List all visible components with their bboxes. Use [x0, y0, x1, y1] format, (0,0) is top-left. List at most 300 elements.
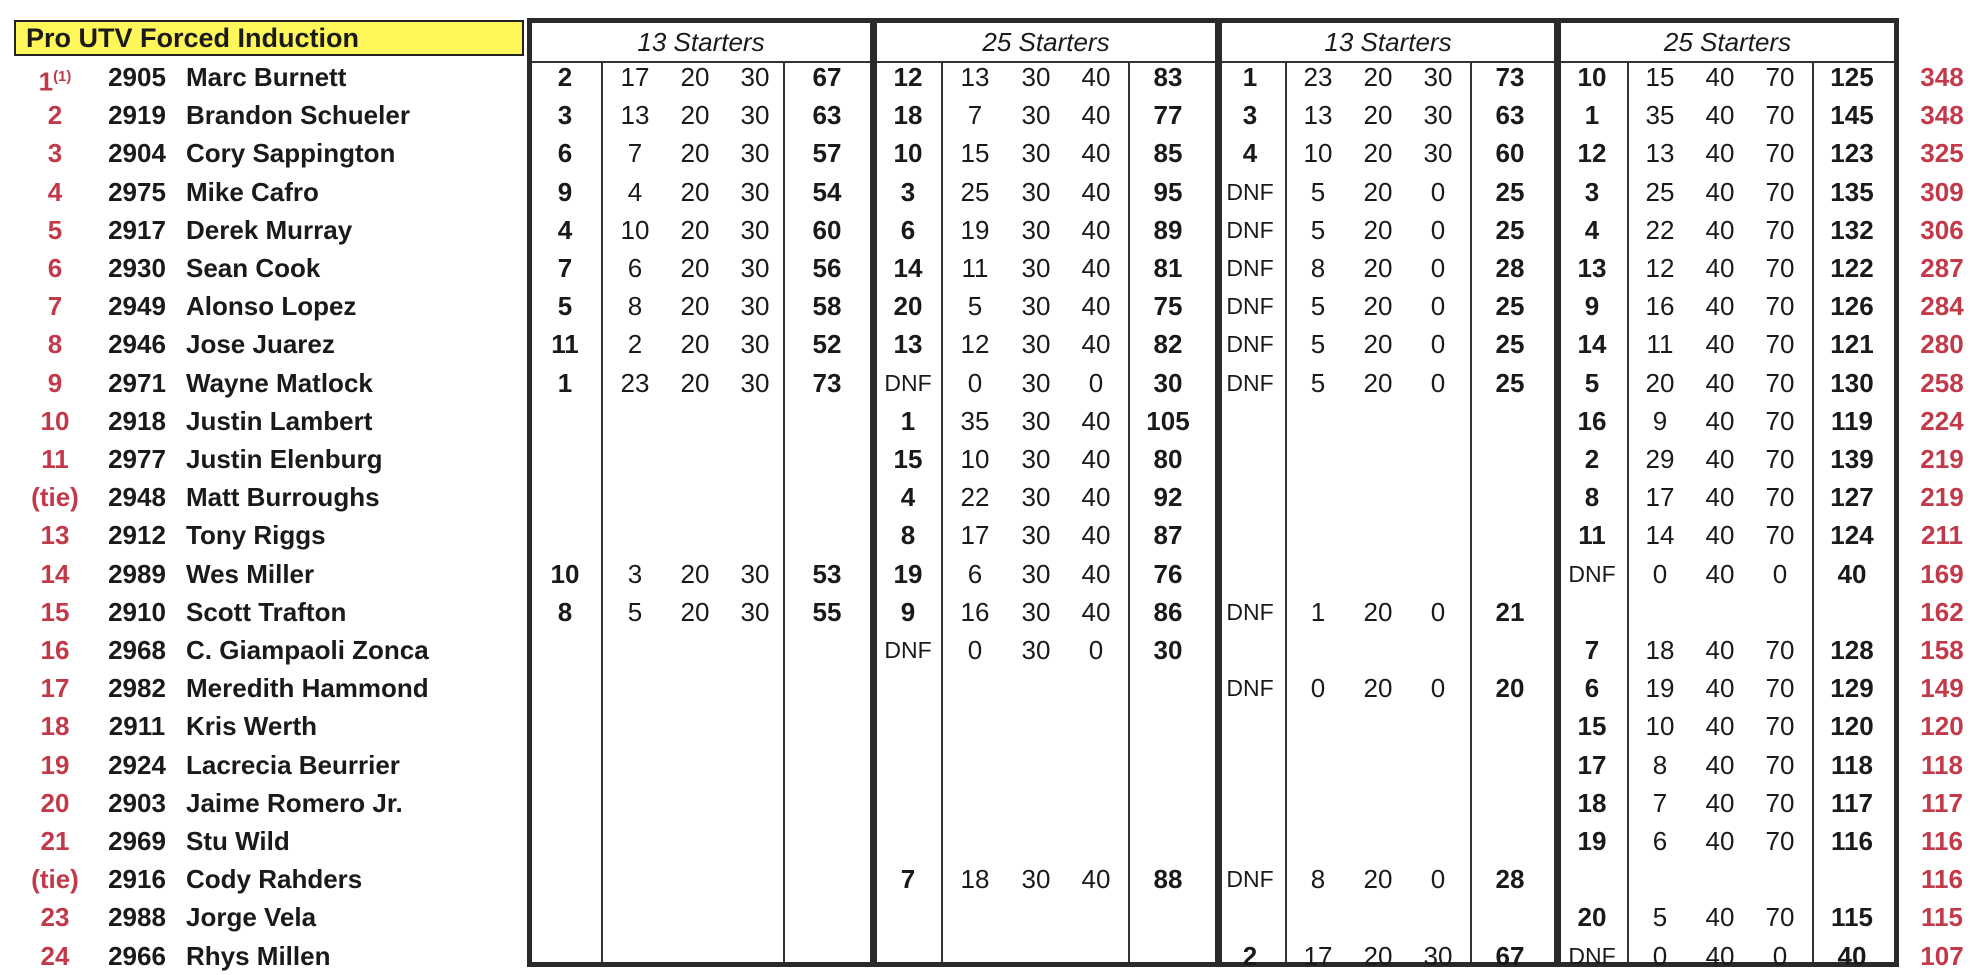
round-1-round-total: 63 — [812, 100, 842, 131]
round-4-bonus: 70 — [1765, 826, 1795, 856]
row-rank: 10 — [40, 405, 70, 436]
row-total-points: 284 — [1920, 291, 1964, 322]
round-2-round-total: 92 — [1153, 482, 1183, 513]
round-4-bonus: 70 — [1765, 367, 1795, 398]
row-car-number: 2911 — [108, 711, 166, 742]
round-4-finish-points: 7 — [1652, 787, 1668, 818]
round-2-round-total: 82 — [1153, 329, 1183, 360]
row-rank: 9 — [47, 367, 63, 398]
round-3-round-total: 63 — [1495, 100, 1525, 131]
row-driver-name: Cody Rahders — [186, 864, 363, 895]
round-4-round-total: 121 — [1830, 329, 1874, 360]
round-4-start-points: 40 — [1705, 711, 1735, 742]
round-1-start-points: 20 — [680, 253, 710, 283]
row-driver-name: Justin Lambert — [186, 405, 373, 436]
round-4-finish: 1 — [1584, 100, 1600, 131]
round-1-bonus: 30 — [740, 138, 770, 169]
round-4-start-points: 40 — [1705, 673, 1735, 704]
round-4-round-total: 125 — [1830, 62, 1874, 92]
row-car-number: 2982 — [108, 673, 166, 704]
round-1-round-total: 53 — [812, 558, 842, 589]
row-total-points: 219 — [1920, 482, 1964, 513]
round-2-finish: DNF — [884, 369, 932, 396]
round-4-start-points: 40 — [1705, 138, 1735, 169]
round-2-finish: 3 — [900, 176, 916, 207]
round-4-round-total: 40 — [1837, 940, 1867, 971]
round-1-finish-points: 23 — [620, 367, 650, 398]
round-4-round-total: 135 — [1830, 176, 1874, 207]
round-2-bonus: 40 — [1081, 520, 1111, 551]
round-2-bonus: 40 — [1081, 405, 1111, 436]
round-4-finish: DNF — [1568, 560, 1616, 587]
row-rank: 17 — [40, 673, 70, 704]
round-1-round-total: 60 — [812, 214, 842, 245]
round-4-round-total: 116 — [1831, 826, 1873, 856]
round-3-round-total: 28 — [1495, 864, 1525, 895]
round-1-start-points: 20 — [680, 100, 710, 131]
class-title: Pro UTV Forced Induction — [14, 20, 524, 56]
round-1-finish: 1 — [557, 367, 573, 398]
row-car-number: 2975 — [108, 176, 166, 207]
round-2-finish-points: 13 — [960, 62, 990, 92]
round-2-finish: 4 — [900, 482, 916, 513]
round-1-bonus: 30 — [740, 367, 770, 398]
round-1-start-points: 20 — [680, 138, 710, 169]
row-rank: 23 — [40, 902, 70, 933]
round-3-round-total: 20 — [1495, 673, 1525, 704]
round-4-bonus: 0 — [1772, 940, 1788, 971]
round-2-finish-points: 22 — [960, 482, 990, 513]
round-4-bonus: 70 — [1765, 902, 1795, 933]
round-4-round-total: 127 — [1830, 482, 1874, 513]
row-total-points: 107 — [1920, 940, 1964, 971]
round-3-finish: DNF — [1226, 216, 1274, 243]
round-2-finish: 10 — [893, 138, 923, 169]
round-3-finish: DNF — [1226, 866, 1274, 893]
round-1-round-total: 52 — [812, 329, 842, 360]
round-2-finish: 19 — [893, 558, 923, 589]
round-2-bonus: 40 — [1081, 138, 1111, 169]
round-2-bonus: 40 — [1081, 482, 1111, 513]
round-2-finish-points: 6 — [967, 558, 983, 589]
round-2-round-total: 95 — [1153, 176, 1183, 207]
round-4-bonus: 0 — [1772, 558, 1788, 589]
round-2-round-total: 77 — [1153, 100, 1183, 131]
round-3-finish: DNF — [1226, 178, 1274, 205]
round-3-bonus: 0 — [1430, 253, 1446, 283]
round-4-bonus: 70 — [1765, 787, 1795, 818]
round-2-finish-points: 16 — [960, 596, 990, 627]
round-4-finish: 9 — [1584, 291, 1600, 322]
round-2-round-total: 76 — [1153, 558, 1183, 589]
row-rank: (tie) — [31, 864, 79, 895]
row-total-points: 219 — [1920, 444, 1964, 474]
round-2-start-points: 30 — [1021, 444, 1051, 474]
round-4-start-points: 40 — [1705, 253, 1735, 283]
round-2-finish: 7 — [900, 864, 916, 895]
round-2-finish: 8 — [900, 520, 916, 551]
round-3-finish-points: 13 — [1303, 100, 1333, 131]
round-3-finish-points: 17 — [1303, 940, 1333, 971]
round-2-round-total: 80 — [1153, 444, 1183, 474]
round-4-bonus: 70 — [1765, 291, 1795, 322]
round-1-finish-points: 6 — [627, 253, 643, 283]
round-4-start-points: 40 — [1705, 787, 1735, 818]
round-2-start-points: 30 — [1021, 596, 1051, 627]
row-rank: 24 — [40, 940, 70, 971]
round-4-round-total: 118 — [1831, 749, 1873, 780]
row-rank: 3 — [47, 138, 63, 169]
round-4-bonus: 70 — [1765, 749, 1795, 780]
row-driver-name: Wes Miller — [186, 558, 315, 589]
round-4-start-points: 40 — [1705, 444, 1735, 474]
row-rank: 15 — [40, 596, 70, 627]
round-2-bonus: 40 — [1081, 100, 1111, 131]
round-4-bonus: 70 — [1765, 100, 1795, 131]
row-rank: 20 — [40, 787, 70, 818]
round-3-finish-points: 8 — [1310, 253, 1326, 283]
round-2-start-points: 30 — [1021, 329, 1051, 360]
round-4-start-points: 40 — [1705, 214, 1735, 245]
row-car-number: 2971 — [108, 367, 166, 398]
round-4-finish-points: 17 — [1645, 482, 1675, 513]
round-2-finish: 14 — [893, 253, 923, 283]
round-1-round-total: 73 — [812, 367, 842, 398]
row-car-number: 2977 — [108, 444, 166, 474]
round-4-finish-points: 5 — [1652, 902, 1668, 933]
row-total-points: 120 — [1920, 711, 1964, 742]
row-rank: 1$^{(1)}$ — [38, 66, 72, 97]
round-2-round-total: 81 — [1153, 253, 1183, 283]
round-1-round-total: 54 — [812, 176, 842, 207]
round-4-start-points: 40 — [1705, 635, 1735, 665]
round-1-bonus: 30 — [740, 100, 770, 131]
row-car-number: 2948 — [108, 482, 166, 513]
row-car-number: 2917 — [108, 214, 166, 245]
round-3-round-total: 67 — [1495, 940, 1525, 971]
row-car-number: 2949 — [108, 291, 166, 322]
round-4-bonus: 70 — [1765, 138, 1795, 169]
round-1-bonus: 30 — [740, 62, 770, 92]
round-4-finish-points: 9 — [1652, 405, 1668, 436]
round-4-finish: 19 — [1577, 826, 1607, 856]
row-rank: 8 — [47, 329, 63, 360]
round-3-finish: DNF — [1226, 293, 1274, 320]
round-3-round-total: 28 — [1495, 253, 1525, 283]
round-4-bonus: 70 — [1765, 214, 1795, 245]
round-2-start-points: 30 — [1021, 558, 1051, 589]
round-3-bonus: 0 — [1430, 329, 1446, 360]
row-driver-name: Derek Murray — [186, 214, 353, 245]
round-4-finish-points: 0 — [1652, 940, 1668, 971]
round-2-round-total: 30 — [1153, 635, 1183, 665]
round-4-round-total: 124 — [1830, 520, 1874, 551]
round-4-finish: 13 — [1577, 253, 1607, 283]
round-2-finish-points: 35 — [960, 405, 990, 436]
round-2-finish-points: 10 — [960, 444, 990, 474]
round-1-round-total: 57 — [812, 138, 842, 169]
round-1-finish: 3 — [557, 100, 573, 131]
round-3-bonus: 0 — [1430, 673, 1446, 704]
round-4-bonus: 70 — [1765, 673, 1795, 704]
round-3-finish: 2 — [1242, 940, 1258, 971]
round-2-start-points: 30 — [1021, 100, 1051, 131]
round-4-round-total: 120 — [1830, 711, 1874, 742]
round-3-bonus: 0 — [1430, 176, 1446, 207]
round-2-finish-points: 18 — [960, 864, 990, 895]
row-car-number: 2930 — [108, 253, 166, 283]
round-2-start-points: 30 — [1021, 253, 1051, 283]
round-4-bonus: 70 — [1765, 329, 1795, 360]
round-4-bonus: 70 — [1765, 635, 1795, 665]
round-2-start-points: 30 — [1021, 405, 1051, 436]
round-4-finish-points: 20 — [1645, 367, 1675, 398]
round-4-start-points: 40 — [1705, 291, 1735, 322]
round-4-round-total: 122 — [1830, 253, 1874, 283]
round-4-round-total: 40 — [1837, 558, 1867, 589]
row-total-points: 325 — [1920, 138, 1964, 169]
row-driver-name: Meredith Hammond — [186, 673, 429, 704]
round-2-start-points: 30 — [1021, 176, 1051, 207]
round-4-start-points: 40 — [1705, 482, 1735, 513]
row-rank: (tie) — [31, 482, 79, 513]
round-2-finish: DNF — [884, 637, 932, 663]
row-driver-name: Cory Sappington — [186, 138, 396, 169]
round-2-finish-points: 15 — [960, 138, 990, 169]
row-driver-name: Marc Burnett — [186, 62, 347, 92]
row-total-points: 348 — [1920, 62, 1964, 92]
round-3-finish-points: 10 — [1303, 138, 1333, 169]
round-1-round-total: 56 — [812, 253, 842, 283]
round-3-bonus: 0 — [1430, 596, 1446, 627]
round-4-bonus: 70 — [1765, 482, 1795, 513]
round-4-start-points: 40 — [1705, 558, 1735, 589]
round-2-round-total: 88 — [1153, 864, 1183, 895]
round-4-finish-points: 6 — [1652, 826, 1668, 856]
round-1-finish: 6 — [557, 138, 573, 169]
round-1-bonus: 30 — [740, 291, 770, 322]
round-1-start-points: 20 — [680, 329, 710, 360]
row-total-points: 116 — [1921, 864, 1963, 895]
row-total-points: 306 — [1920, 214, 1964, 245]
round-4-finish-points: 13 — [1645, 138, 1675, 169]
round-2-start-points: 30 — [1021, 367, 1051, 398]
round-3-finish-points: 5 — [1310, 291, 1326, 322]
row-total-points: 348 — [1920, 100, 1964, 131]
round-4-finish: 8 — [1584, 482, 1600, 513]
round-1-finish-points: 5 — [627, 596, 643, 627]
round-4-round-total: 123 — [1830, 138, 1874, 169]
row-driver-name: Lacrecia Beurrier — [186, 749, 400, 780]
round-2-bonus: 40 — [1081, 596, 1111, 627]
row-rank: 11 — [41, 444, 69, 474]
round-2-finish: 20 — [893, 291, 923, 322]
row-rank: 21 — [40, 826, 70, 856]
round-4-finish: 20 — [1577, 902, 1607, 933]
round-4-start-points: 40 — [1705, 176, 1735, 207]
row-total-points: 118 — [1921, 749, 1963, 780]
row-driver-name: Sean Cook — [186, 253, 321, 283]
row-total-points: 287 — [1920, 253, 1964, 283]
round-4-finish-points: 16 — [1645, 291, 1675, 322]
round-3-start-points: 20 — [1363, 940, 1393, 971]
round-3-finish-points: 5 — [1310, 329, 1326, 360]
row-driver-name: Jose Juarez — [186, 329, 335, 360]
round-3-round-total: 73 — [1495, 62, 1525, 92]
row-driver-name: Stu Wild — [186, 826, 290, 856]
round-4-round-total: 128 — [1830, 635, 1874, 665]
row-car-number: 2919 — [108, 100, 166, 131]
round-4-round-total: 130 — [1830, 367, 1874, 398]
row-car-number: 2966 — [108, 940, 166, 971]
round-3-round-total: 25 — [1495, 367, 1525, 398]
round-3-finish: DNF — [1226, 369, 1274, 396]
round-4-finish-points: 35 — [1645, 100, 1675, 131]
round-4-bonus: 70 — [1765, 253, 1795, 283]
round-4-bonus: 70 — [1765, 711, 1795, 742]
row-total-points: 169 — [1920, 558, 1964, 589]
round-2-finish-points: 7 — [967, 100, 983, 131]
round-3-finish-points: 5 — [1310, 367, 1326, 398]
round-3-finish-points: 0 — [1310, 673, 1326, 704]
round-4-start-points: 40 — [1705, 826, 1735, 856]
round-3-start-points: 20 — [1363, 673, 1393, 704]
round-1-finish-points: 8 — [627, 291, 643, 322]
round-2-bonus: 40 — [1081, 176, 1111, 207]
round-1-round-total: 67 — [812, 62, 842, 92]
round-3-bonus: 30 — [1423, 62, 1453, 92]
row-total-points: 224 — [1920, 405, 1964, 436]
row-driver-name: Brandon Schueler — [186, 100, 410, 131]
round-3-bonus: 0 — [1430, 367, 1446, 398]
row-rank: 19 — [40, 749, 70, 780]
round-1-finish: 8 — [557, 596, 573, 627]
round-2-round-total: 83 — [1153, 62, 1183, 92]
round-2-start-points: 30 — [1021, 214, 1051, 245]
round-4-finish: 11 — [1578, 520, 1606, 551]
round-4-round-total: 129 — [1830, 673, 1874, 704]
round-4-start-points: 40 — [1705, 405, 1735, 436]
round-3-finish-points: 5 — [1310, 176, 1326, 207]
round-2-finish-points: 25 — [960, 176, 990, 207]
row-car-number: 2924 — [108, 749, 166, 780]
round-2-bonus: 40 — [1081, 214, 1111, 245]
row-total-points: 158 — [1920, 635, 1964, 665]
round-2-starters: 25 Starters — [877, 23, 1215, 63]
round-3-start-points: 20 — [1363, 367, 1393, 398]
row-car-number: 2968 — [108, 635, 166, 665]
row-total-points: 309 — [1920, 176, 1964, 207]
round-4-finish: 4 — [1584, 214, 1600, 245]
row-driver-name: Rhys Millen — [186, 940, 331, 971]
round-1-start-points: 20 — [680, 214, 710, 245]
round-2-bonus: 40 — [1081, 62, 1111, 92]
round-2-bonus: 40 — [1081, 864, 1111, 895]
round-1-starters: 13 Starters — [532, 23, 870, 63]
row-car-number: 2903 — [108, 787, 166, 818]
round-2-finish: 1 — [900, 405, 916, 436]
round-1-finish-points: 3 — [627, 558, 643, 589]
round-2-start-points: 30 — [1021, 635, 1051, 665]
round-2-start-points: 30 — [1021, 62, 1051, 92]
round-3-round-total: 25 — [1495, 291, 1525, 322]
round-4-bonus: 70 — [1765, 444, 1795, 474]
round-3-finish: DNF — [1226, 675, 1274, 702]
round-2-start-points: 30 — [1021, 864, 1051, 895]
round-3-start-points: 20 — [1363, 176, 1393, 207]
row-total-points: 117 — [1921, 787, 1963, 818]
round-4-bonus: 70 — [1765, 405, 1795, 436]
round-1-start-points: 20 — [680, 596, 710, 627]
round-2-round-total: 30 — [1153, 367, 1183, 398]
round-4-finish-points: 8 — [1652, 749, 1668, 780]
round-3-bonus: 0 — [1430, 864, 1446, 895]
round-4-finish: 14 — [1577, 329, 1607, 360]
round-4-finish-points: 10 — [1645, 711, 1675, 742]
round-4-start-points: 40 — [1705, 749, 1735, 780]
round-3-bonus: 0 — [1430, 214, 1446, 245]
round-3-start-points: 20 — [1363, 62, 1393, 92]
round-1-bonus: 30 — [740, 596, 770, 627]
round-3-start-points: 20 — [1363, 214, 1393, 245]
round-1-finish-points: 4 — [627, 176, 643, 207]
round-2-round-total: 85 — [1153, 138, 1183, 169]
round-4-bonus: 70 — [1765, 176, 1795, 207]
row-driver-name: Tony Riggs — [186, 520, 326, 551]
row-total-points: 211 — [1921, 520, 1963, 551]
round-2-finish-points: 0 — [967, 635, 983, 665]
round-4-finish-points: 14 — [1645, 520, 1675, 551]
round-4-start-points: 40 — [1705, 902, 1735, 933]
round-3-finish-points: 1 — [1310, 596, 1326, 627]
round-3-starters: 13 Starters — [1222, 23, 1554, 63]
round-3-finish: DNF — [1226, 598, 1274, 625]
round-4-finish: 17 — [1577, 749, 1607, 780]
round-2-bonus: 0 — [1088, 367, 1104, 398]
round-4-finish-points: 29 — [1645, 444, 1675, 474]
row-rank: 5 — [47, 214, 63, 245]
round-4-finish-points: 22 — [1645, 214, 1675, 245]
round-1-bonus: 30 — [740, 176, 770, 207]
round-4-start-points: 40 — [1705, 329, 1735, 360]
row-driver-name: Mike Cafro — [186, 176, 319, 207]
round-3-round-total: 60 — [1495, 138, 1525, 169]
row-driver-name: Jaime Romero Jr. — [186, 787, 403, 818]
round-2-bonus: 40 — [1081, 291, 1111, 322]
round-2-finish-points: 19 — [960, 214, 990, 245]
row-driver-name: Scott Trafton — [186, 596, 347, 627]
round-4-start-points: 40 — [1705, 62, 1735, 92]
row-car-number: 2988 — [108, 902, 166, 933]
round-3-start-points: 20 — [1363, 138, 1393, 169]
round-2-finish-points: 0 — [967, 367, 983, 398]
round-2-finish: 6 — [900, 214, 916, 245]
round-1-bonus: 30 — [740, 253, 770, 283]
row-total-points: 280 — [1920, 329, 1964, 360]
round-3-round-total: 25 — [1495, 214, 1525, 245]
round-2-bonus: 40 — [1081, 329, 1111, 360]
round-3-start-points: 20 — [1363, 253, 1393, 283]
round-3-start-points: 20 — [1363, 329, 1393, 360]
round-2-round-total: 87 — [1153, 520, 1183, 551]
row-rank: 6 — [47, 253, 63, 283]
round-4-round-total: 115 — [1831, 902, 1873, 933]
round-2-finish: 9 — [900, 596, 916, 627]
round-4-finish: 2 — [1584, 444, 1600, 474]
round-3-finish: 3 — [1242, 100, 1258, 131]
round-2-bonus: 40 — [1081, 444, 1111, 474]
round-4-finish: 18 — [1577, 787, 1607, 818]
